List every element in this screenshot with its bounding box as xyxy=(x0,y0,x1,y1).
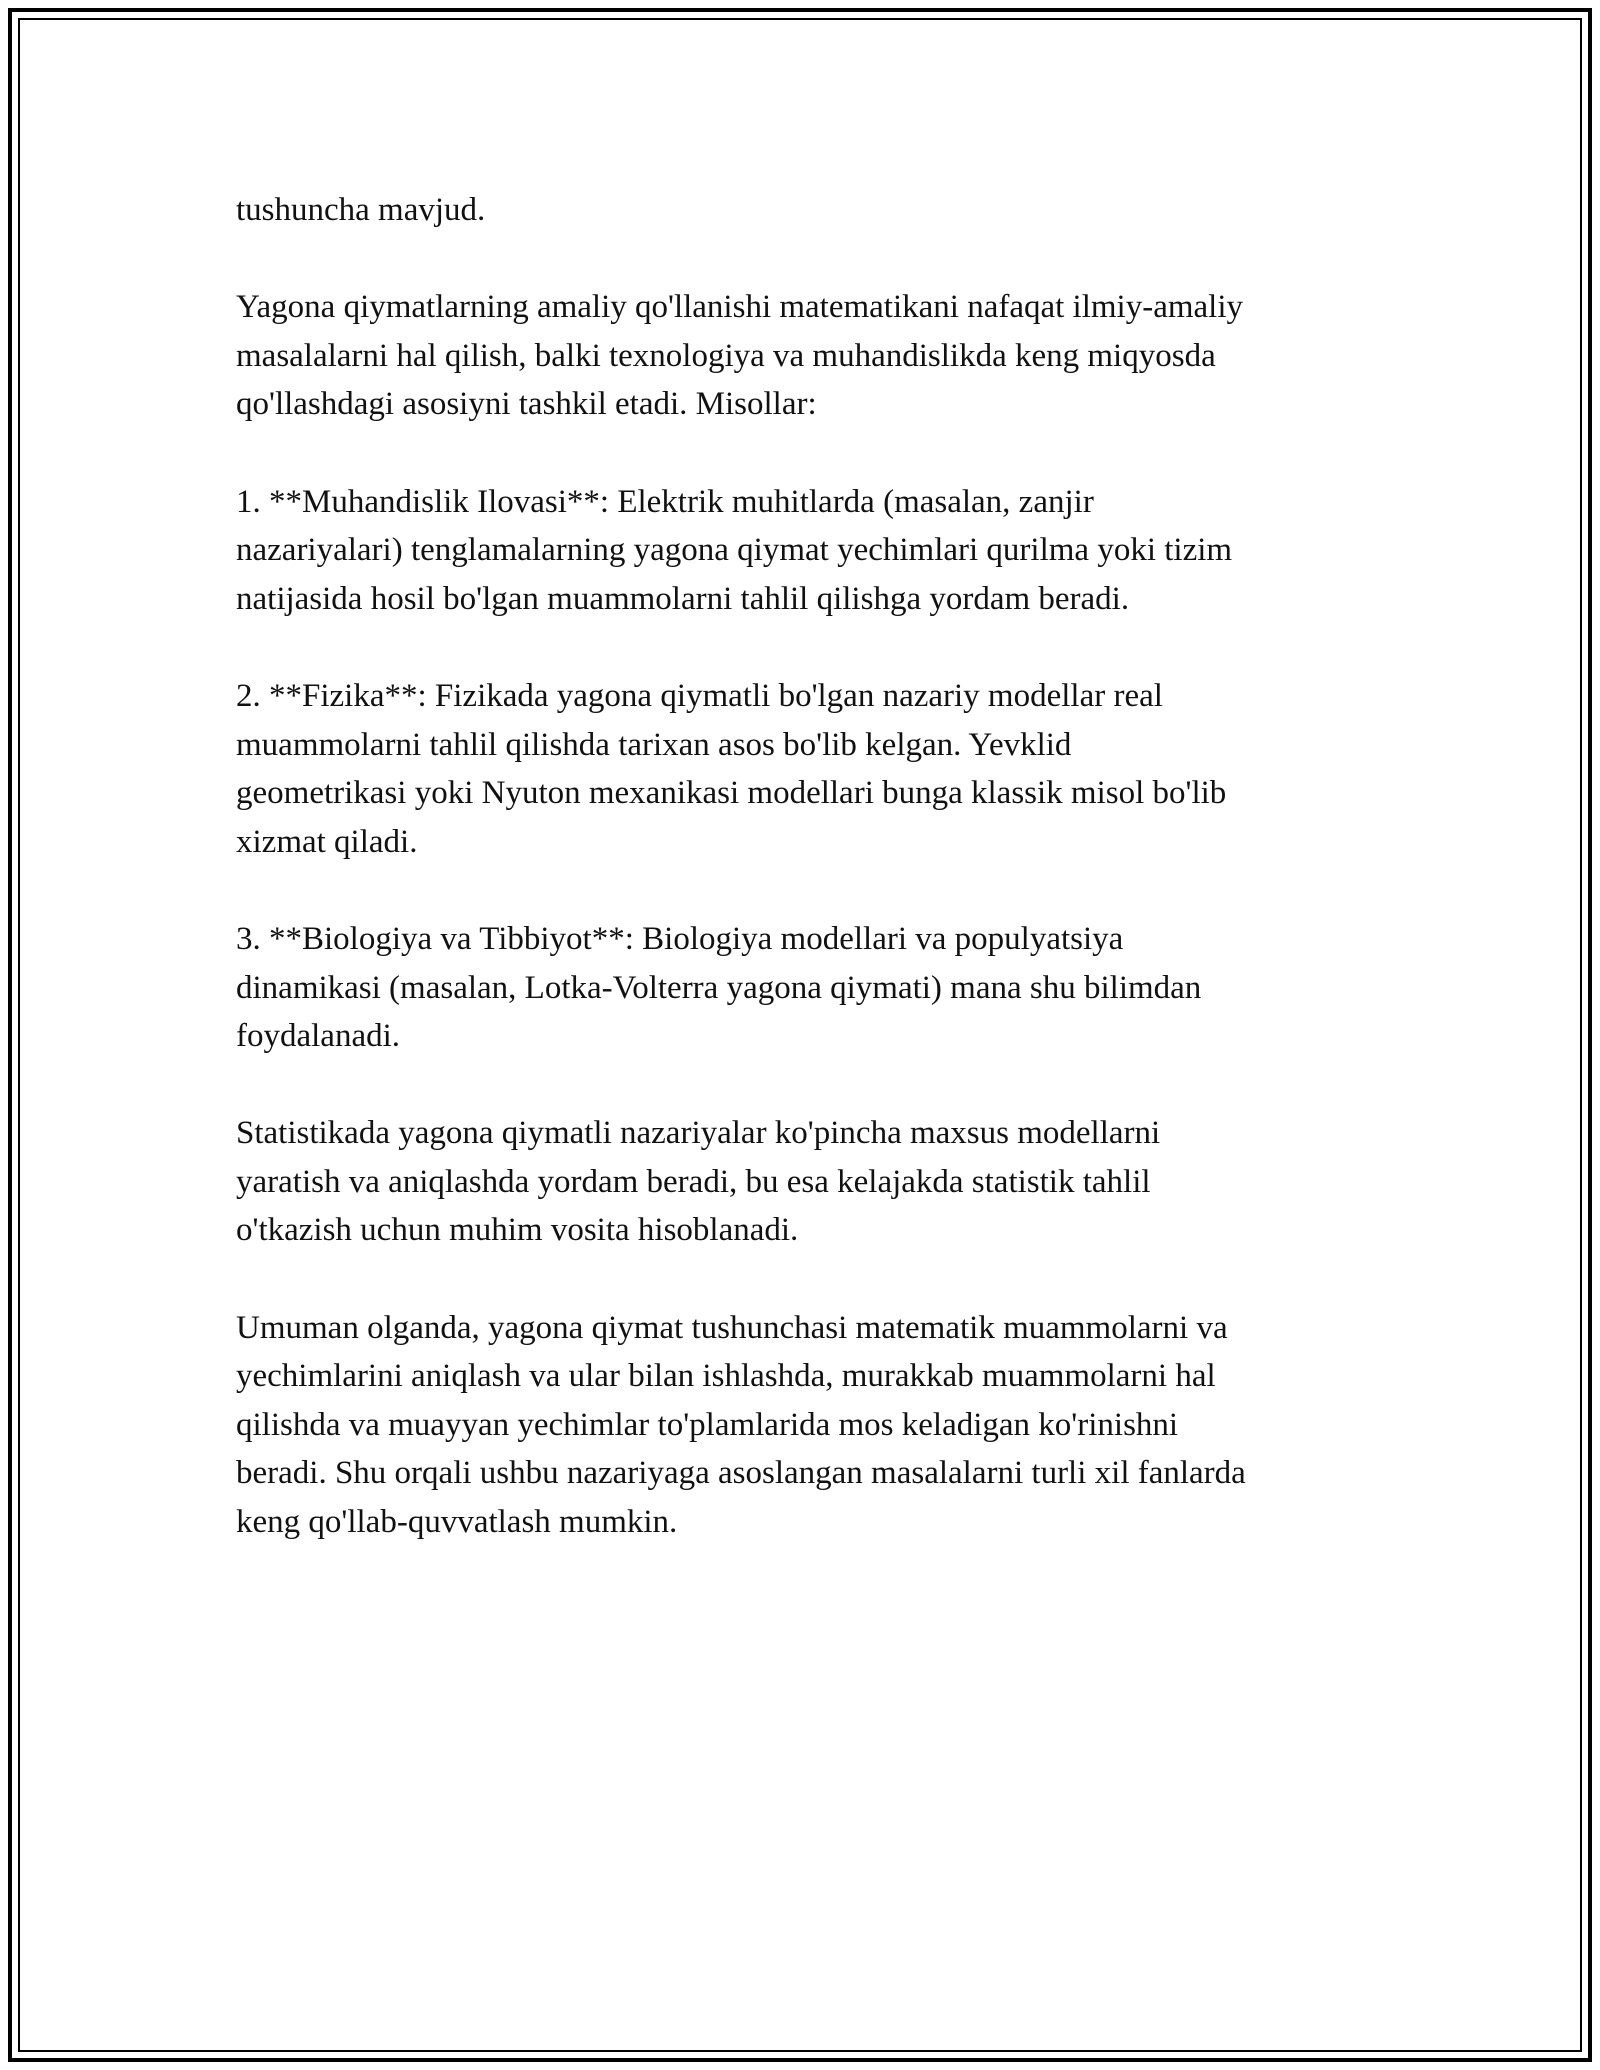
text-line: dinamikasi (masalan, Lotka-Volterra yagona qiymati) mana shu bilimdan xyxy=(236,969,1202,1006)
list-item-physics xyxy=(236,672,1416,866)
text-line: masalalarni hal qilish, balki texnologiya va muhandislikda keng miqyosda xyxy=(236,337,1216,374)
list-item-biology xyxy=(236,915,1416,1061)
text-line: yechimlarini aniqlash va ular bilan ishlashda, murakkab muammolarni hal xyxy=(236,1358,1216,1395)
text-line: xizmat qiladi. xyxy=(236,823,418,860)
text-line: natijasida hosil bo'lgan muammolarni tahlil qilishga yordam beradi. xyxy=(236,580,1130,617)
paragraph-conclusion xyxy=(236,1304,1416,1547)
text-line: 2. **Fizika**: Fizikada yagona qiymatli bo'lgan nazariy modellar real xyxy=(236,677,1163,714)
paragraph-continuation xyxy=(236,186,1416,235)
text-line: nazariyalari) tenglamalarning yagona qiymat yechimlari qurilma yoki tizim xyxy=(236,532,1233,569)
list-item-engineering xyxy=(236,478,1416,624)
document-body xyxy=(236,186,1416,1595)
text-line: muammolarni tahlil qilishda tarixan asos bo'lib kelgan. Yevklid xyxy=(236,726,1072,763)
text-line: o'tkazish uchun muhim vosita hisoblanadi. xyxy=(236,1212,799,1249)
text-line: 1. **Muhandislik Ilovasi**: Elektrik muhitlarda (masalan, zanjir xyxy=(236,483,1094,520)
text-line: keng qo'llab-quvvatlash mumkin. xyxy=(236,1504,678,1541)
text-line: foydalanadi. xyxy=(236,1018,401,1055)
text-line: Yagona qiymatlarning amaliy qo'llanishi matematikani nafaqat ilmiy-amaliy xyxy=(236,289,1244,326)
paragraph-intro xyxy=(236,283,1416,429)
text-line: tushuncha mavjud. xyxy=(236,192,486,228)
paragraph-statistics xyxy=(236,1109,1416,1255)
text-line: qo'llashdagi asosiyni tashkil etadi. Misollar: xyxy=(236,386,817,423)
text-line: beradi. Shu orqali ushbu nazariyaga asoslangan masalalarni turli xil fanlarda xyxy=(236,1455,1246,1492)
text-line: Umuman olganda, yagona qiymat tushunchasi matematik muammolarni va xyxy=(236,1309,1228,1346)
text-line: yaratish va aniqlashda yordam beradi, bu esa kelajakda statistik tahlil xyxy=(236,1163,1151,1200)
text-line: Statistikada yagona qiymatli nazariyalar ko'pincha maxsus modellarni xyxy=(236,1115,1161,1152)
text-line: geometrikasi yoki Nyuton mexanikasi modellari bunga klassik misol bo'lib xyxy=(236,775,1227,812)
text-line: qilishda va muayyan yechimlar to'plamlarida mos keladigan ko'rinishni xyxy=(236,1406,1179,1443)
text-line: 3. **Biologiya va Tibbiyot**: Biologiya modellari va populyatsiya xyxy=(236,920,1124,957)
